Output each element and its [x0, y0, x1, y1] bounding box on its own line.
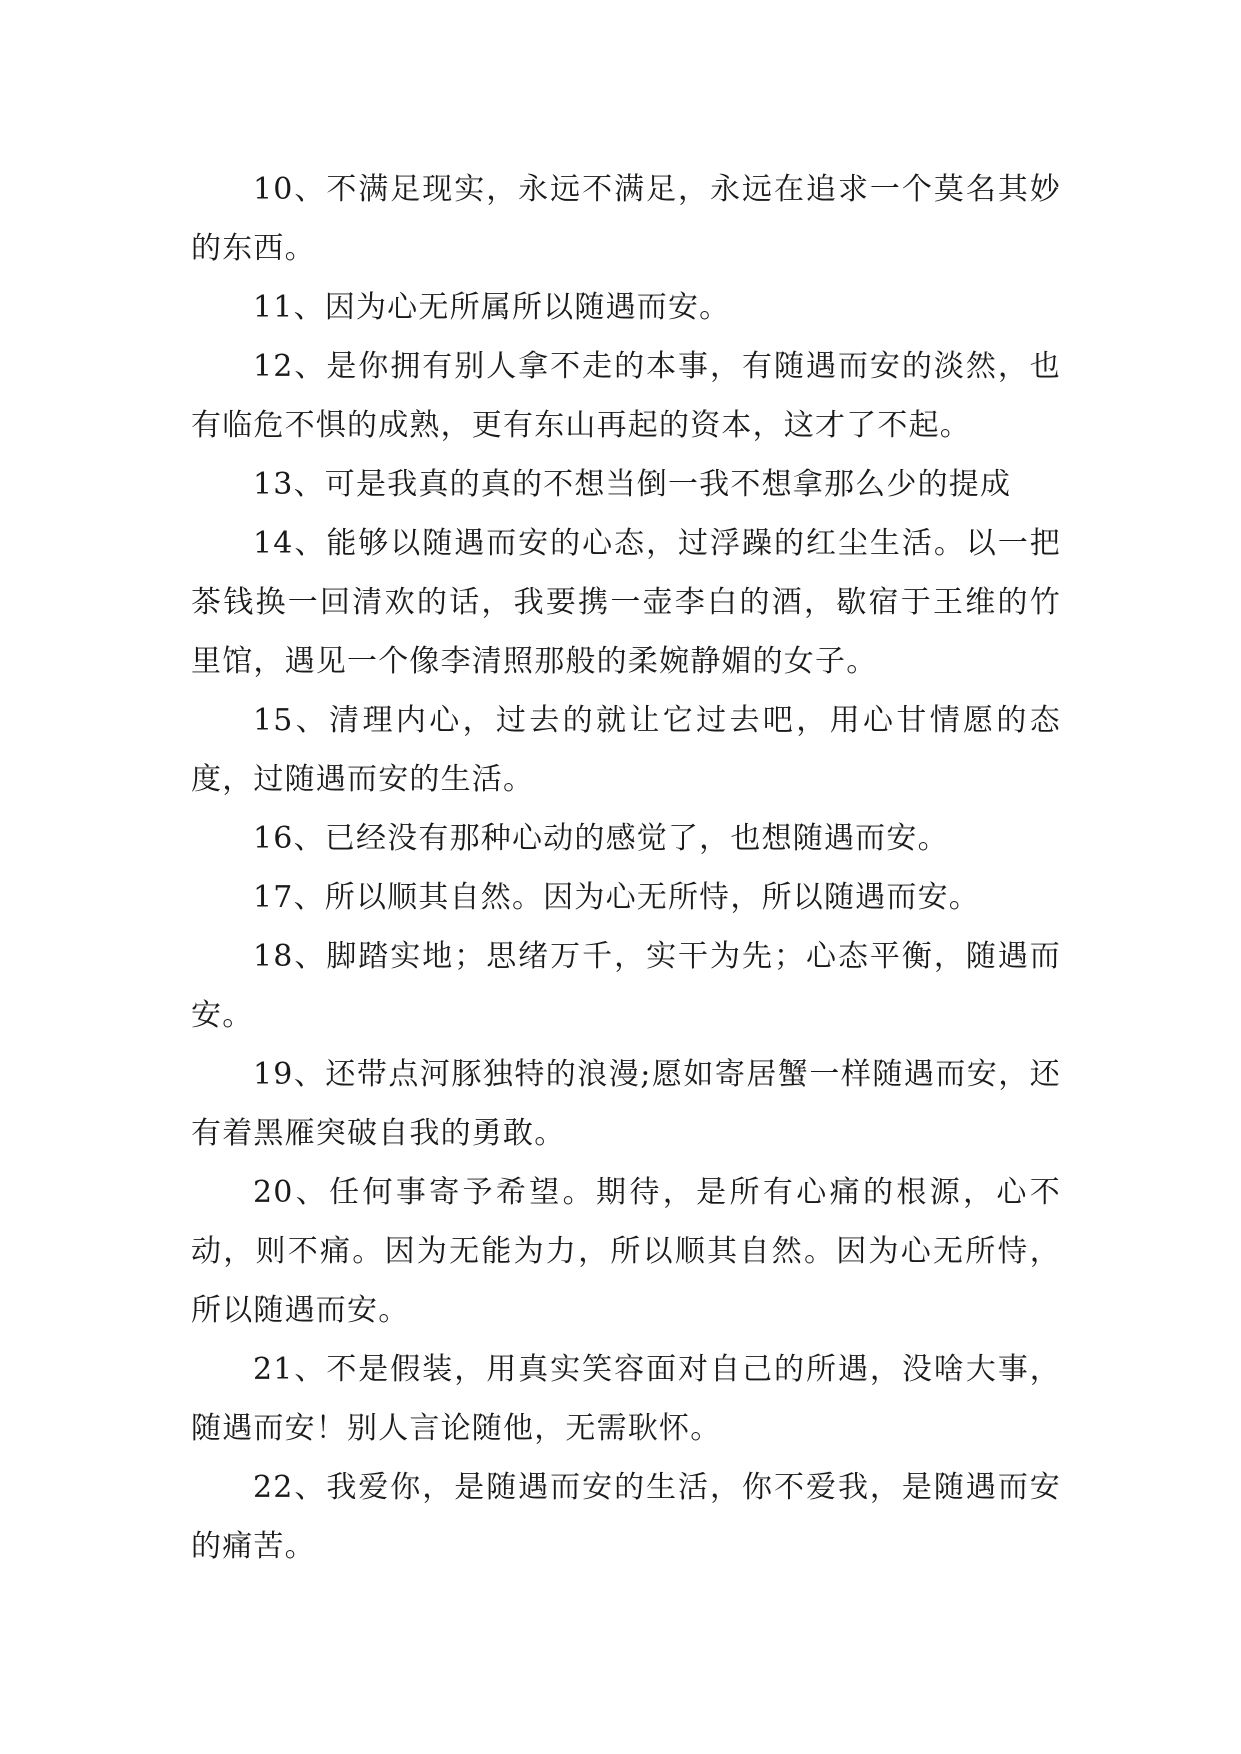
paragraph-20: 20、任何事寄予希望。期待，是所有心痛的根源，心不动，则不痛。因为无能为力，所以顺其自然。因为心无所恃，所以随遇而安。: [191, 1175, 1061, 1328]
paragraph-18: 18、脚踏实地；思绪万千，实干为先；心态平衡，随遇而安。: [191, 939, 1061, 1033]
paragraph-16: 16、已经没有那种心动的感觉了，也想随遇而安。: [253, 821, 949, 856]
paragraph-12: 12、是你拥有别人拿不走的本事，有随遇而安的淡然，也有临危不惧的成熟，更有东山再起的资本，这才了不起。: [191, 349, 1061, 443]
paragraph-17: 17、所以顺其自然。因为心无所恃，所以随遇而安。: [253, 880, 980, 915]
paragraph-11: 11、因为心无所属所以随遇而安。: [253, 290, 731, 325]
paragraph-22: 22、我爱你，是随遇而安的生活，你不爱我，是随遇而安的痛苦。: [191, 1470, 1061, 1564]
paragraph-15: 15、清理内心，过去的就让它过去吧，用心甘情愿的态度，过随遇而安的生活。: [191, 703, 1061, 797]
paragraph-14: 14、能够以随遇而安的心态，过浮躁的红尘生活。以一把茶钱换一回清欢的话，我要携一壶李白的酒，歇宿于王维的竹里馆，遇见一个像李清照那般的柔婉静媚的女子。: [191, 526, 1061, 679]
paragraph-21: 21、不是假装，用真实笑容面对自己的所遇，没啥大事，随遇而安！别人言论随他，无需耿怀。: [191, 1352, 1061, 1446]
paragraph-10: 10、不满足现实，永远不满足，永远在追求一个莫名其妙的东西。: [191, 172, 1061, 266]
document-body: [191, 160, 1061, 1576]
paragraph-13: 13、可是我真的真的不想当倒一我不想拿那么少的提成: [253, 467, 1012, 502]
paragraph-19: 19、还带点河豚独特的浪漫;愿如寄居蟹一样随遇而安，还有着黑雁突破自我的勇敢。: [191, 1057, 1061, 1151]
